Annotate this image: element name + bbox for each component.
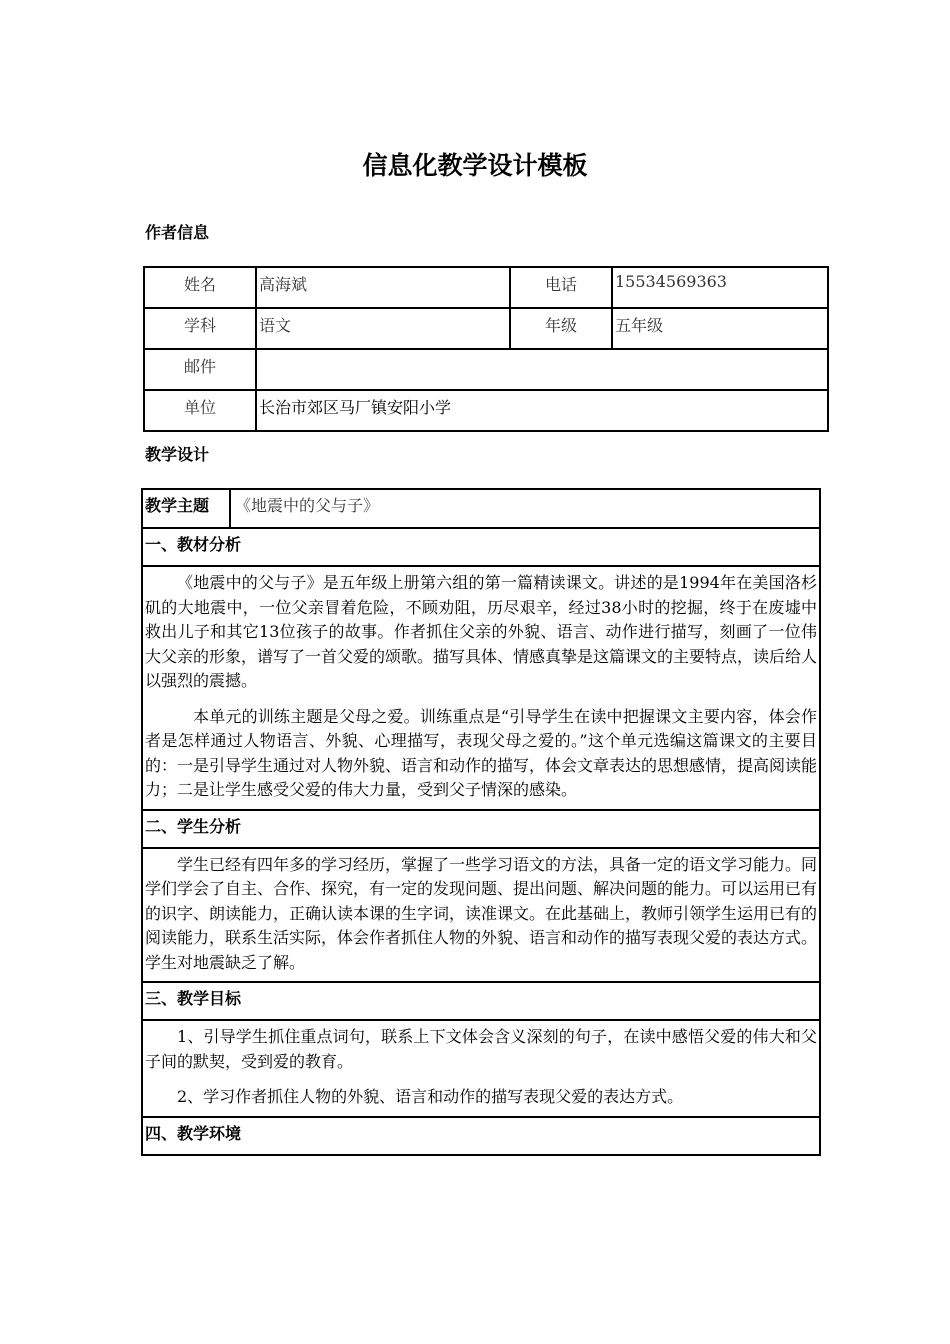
- table-row: [142, 566, 820, 810]
- table-row: [142, 982, 820, 1020]
- teaching-design-table: [141, 488, 821, 1156]
- unit-value: 长治市郊区马厂镇安阳小学: [256, 390, 828, 431]
- topic-label: 教学主题: [142, 489, 230, 528]
- name-value: 高海斌: [256, 267, 510, 308]
- phone-value: 15534569363: [612, 267, 828, 308]
- goal-paragraph-1: 1、引导学生抓住重点词句，联系上下文体会含义深刻的句子，在读中感悟父爱的伟大和父子间的默契，受到爱的教育。: [145, 1027, 817, 1071]
- subject-label: 学科: [144, 308, 256, 349]
- student-analysis-body: [142, 848, 820, 983]
- table-row: [144, 390, 828, 431]
- email-value: [256, 349, 828, 390]
- table-row: [142, 810, 820, 848]
- grade-value: 五年级: [612, 308, 828, 349]
- material-paragraph-1: 《地震中的父与子》是五年级上册第六组的第一篇精读课文。讲述的是1994年在美国洛杉矶的大地震中，一位父亲冒着危险，不顾劝阻，历尽艰辛，经过38小时的挖掘，终于在废墟中救出儿子和其它13位孩子的故事。作者抓住父亲的外貌、语言、动作进行描写，刻画了一位伟大父亲的形象，谱写了一首父爱的颂歌。描写具体、情感真挚是这篇课文的主要特点，读后给人以强烈的震撼。: [145, 573, 818, 690]
- email-label: 邮件: [144, 349, 256, 390]
- page-title: 信息化教学设计模板: [362, 151, 588, 180]
- student-paragraph-1: 学生已经有四年多的学习经历，掌握了一些学习语文的方法，具备一定的语文学习能力。同学们学会了自主、合作、探究，有一定的发现问题、提出问题、解决问题的能力。可以运用已有的识字、朗读能力，正确认读本课的生字词，读准课文。在此基础上，教师引领学生运用已有的阅读能力，联系生活实际，体会作者抓住人物的外貌、语言和动作的描写表现父爱的表达方式。学生对地震缺乏了解。: [145, 854, 818, 972]
- student-analysis-heading: 二、学生分析: [142, 810, 820, 848]
- teaching-environment-heading: 四、教学环境: [142, 1117, 820, 1155]
- table-row: [142, 848, 820, 983]
- material-paragraph-2: 本单元的训练主题是父母之爱。训练重点是“引导学生在读中把握课文主要内容，体会作者是怎样通过人物语言、外貌、心理描写，表现父母之爱的。”这个单元选编这篇课文的主要目的：一是引导学生通过对人物外貌、语言和动作的描写，体会文章表达的思想感情，提高阅读能力；二是让学生感受父爱的伟大力量，受到父子情深的感染。: [145, 706, 818, 799]
- teaching-design-heading: 教学设计: [145, 445, 210, 464]
- table-row: [142, 528, 820, 566]
- table-row: [142, 1020, 820, 1117]
- table-row: [142, 1117, 820, 1155]
- topic-value: 《地震中的父与子》: [230, 489, 820, 528]
- material-analysis-heading: 一、教材分析: [142, 528, 820, 566]
- table-row: [144, 349, 828, 390]
- grade-label: 年级: [510, 308, 612, 349]
- author-info-heading: 作者信息: [145, 223, 210, 242]
- table-row: [144, 308, 828, 349]
- teaching-goal-heading: 三、教学目标: [142, 982, 820, 1020]
- table-row: [144, 267, 828, 308]
- table-row: [142, 489, 820, 528]
- goal-paragraph-2: 2、学习作者抓住人物的外貌、语言和动作的描写表现父爱的表达方式。: [177, 1087, 684, 1106]
- author-info-table: [143, 266, 829, 432]
- phone-label: 电话: [510, 267, 612, 308]
- subject-value: 语文: [256, 308, 510, 349]
- material-analysis-body: [142, 566, 820, 810]
- name-label: 姓名: [144, 267, 256, 308]
- teaching-goal-body: [142, 1020, 820, 1117]
- unit-label: 单位: [144, 390, 256, 431]
